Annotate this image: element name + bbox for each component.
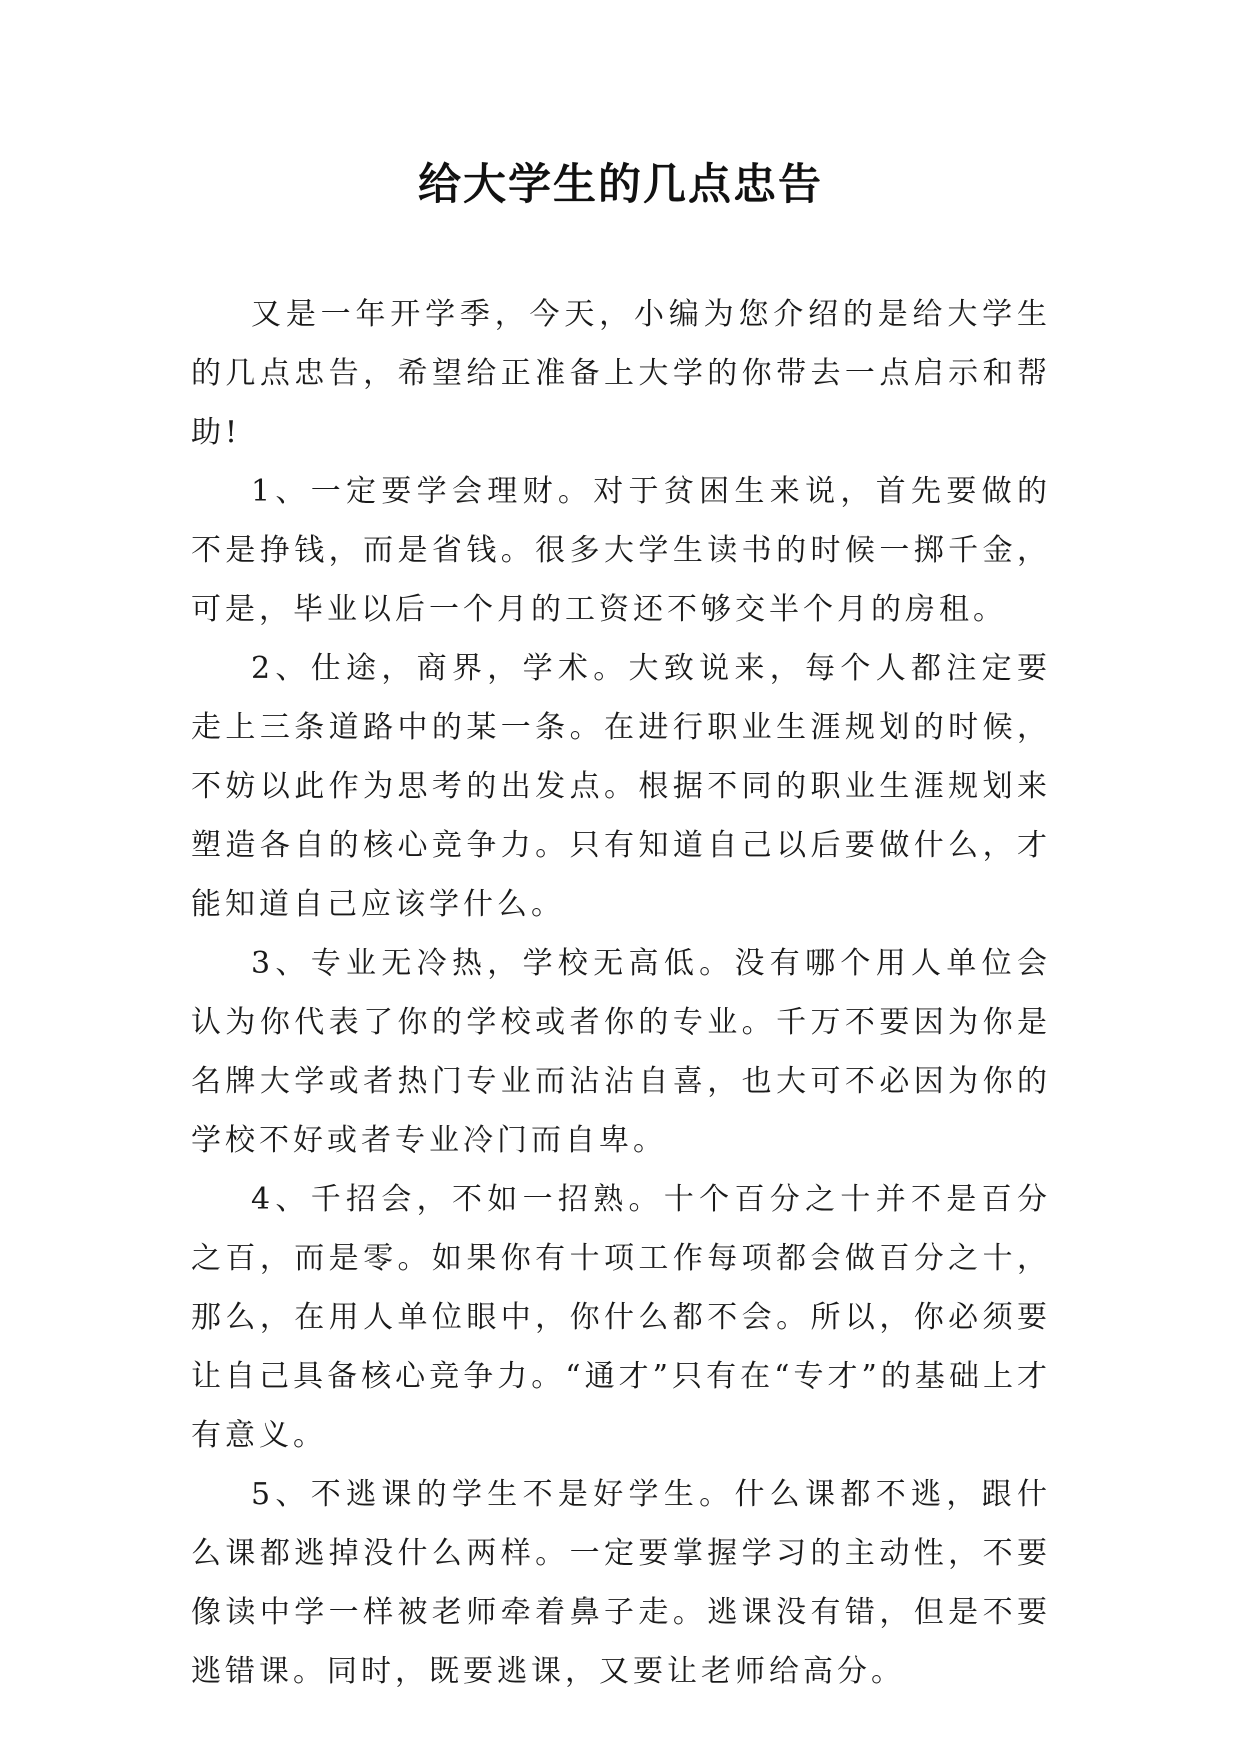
document-body (191, 285, 1051, 1701)
paragraph-1: 1、一定要学会理财。对于贫困生来说，首先要做的不是挣钱，而是省钱。很多大学生读书的时候一掷千金，可是，毕业以后一个月的工资还不够交半个月的房租。 (191, 474, 1051, 627)
paragraph-5: 5、不逃课的学生不是好学生。什么课都不逃，跟什么课都逃掉没什么两样。一定要掌握学习的主动性，不要像读中学一样被老师牵着鼻子走。逃课没有错，但是不要逃错课。同时，既要逃课，又要让老师给高分。 (191, 1477, 1051, 1689)
paragraph-4: 4、千招会，不如一招熟。十个百分之十并不是百分之百，而是零。如果你有十项工作每项都会做百分之十，那么，在用人单位眼中，你什么都不会。所以，你必须要让自己具备核心竞争力。“通才”只有在“专才”的基础上才有意义。 (191, 1182, 1051, 1453)
paragraph-intro: 又是一年开学季，今天，小编为您介绍的是给大学生的几点忠告，希望给正准备上大学的你带去一点启示和帮助! (191, 297, 1051, 450)
paragraph-2: 2、仕途，商界，学术。大致说来，每个人都注定要走上三条道路中的某一条。在进行职业生涯规划的时候，不妨以此作为思考的出发点。根据不同的职业生涯规划来塑造各自的核心竞争力。只有知道自己以后要做什么，才能知道自己应该学什么。 (191, 651, 1051, 922)
paragraph-3: 3、专业无冷热，学校无高低。没有哪个用人单位会认为你代表了你的学校或者你的专业。千万不要因为你是名牌大学或者热门专业而沾沾自喜，也大可不必因为你的学校不好或者专业冷门而自卑。 (191, 946, 1051, 1158)
document-title: 给大学生的几点忠告 (418, 160, 823, 210)
